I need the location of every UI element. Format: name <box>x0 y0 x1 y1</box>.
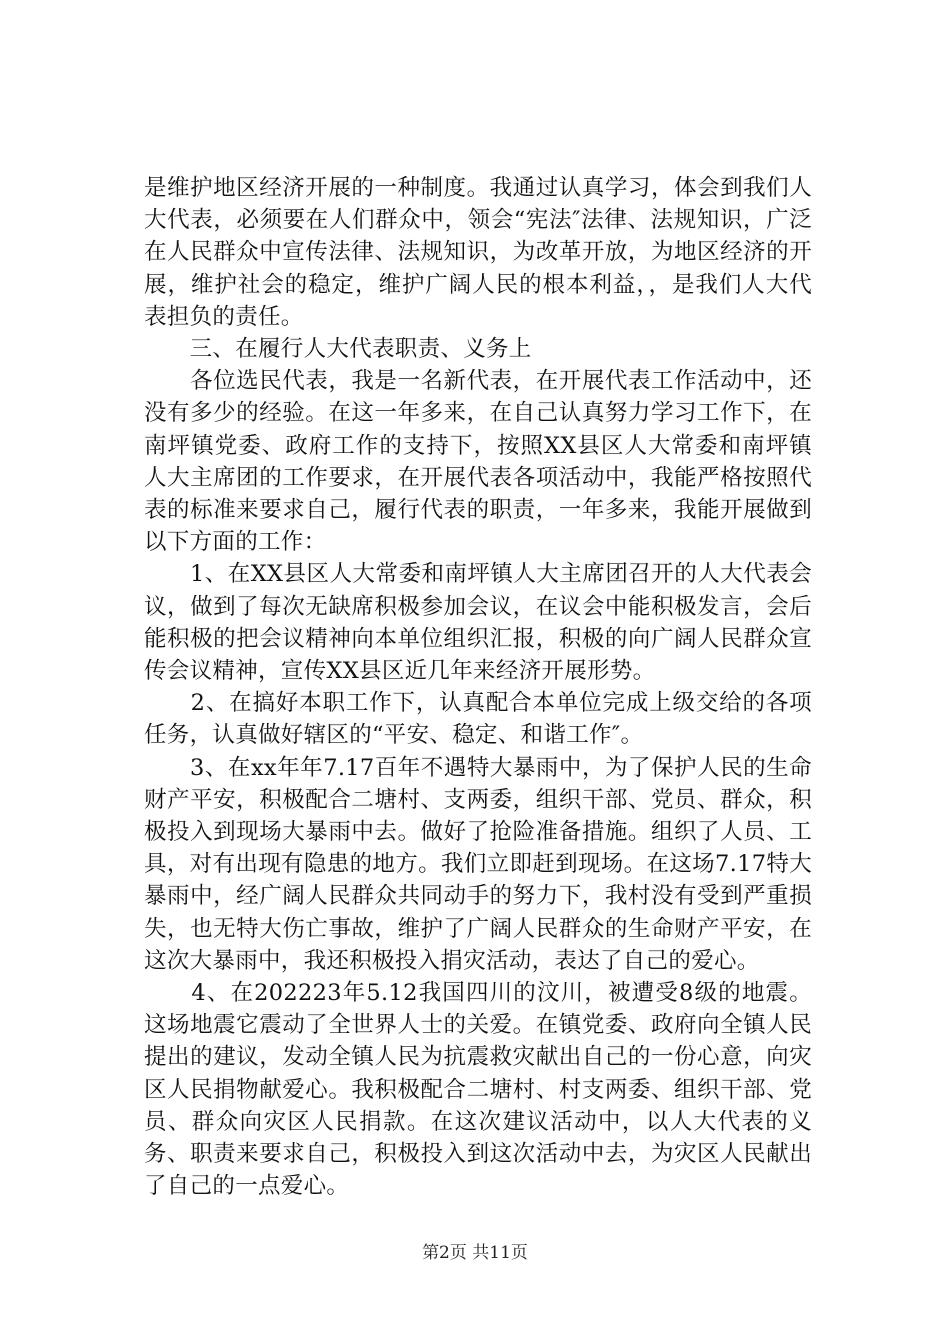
paragraph-continuation: 是维护地区经济开展的一种制度。我通过认真学习，体会到我们人大代表，必须要在人们群众中，领会“宪法″法律、法规知识，广泛在人民群众中宣传法律、法规知识，为改革开放，为地区经济的开展，维护社会的稳定，维护广阔人民的根本利益，，是我们人大代表担负的责任。 <box>144 175 812 330</box>
paragraph-item-3: 3、在xx年年7.17百年不遇特大暴雨中，为了保护人民的生命财产平安，积极配合二塘村、支两委，组织干部、党员、群众，积极投入到现场大暴雨中去。做好了抢险准备措施。组织了人员、工具，对有出现有隐患的地方。我们立即赶到现场。在这场7.17特大暴雨中，经广阔人民群众共同动手的努力下，我村没有受到严重损失，也无特大伤亡事故，维护了广阔人民群众的生命财产平安，在这次大暴雨中，我还积极投入捐灾活动，表达了自己的爱心。 <box>144 754 812 974</box>
paragraph-item-2: 2、在搞好本职工作下，认真配合本单位完成上级交给的各项任务，认真做好辖区的“平安、稳定、和谐工作″。 <box>144 690 812 749</box>
paragraph-item-1: 1、在XX县区人大常委和南坪镇人大主席团召开的人大代表会议，做到了每次无缺席积极参加会议，在议会中能积极发言，会后能积极的把会议精神向本单位组织汇报，积极的向广阔人民群众宣传会议精神，宣传XX县区近几年来经济开展形势。 <box>144 561 812 685</box>
paragraph-item-4: 4、在202223年5.12我国四川的汶川，被遭受8级的地震。这场地震它震动了全世界人士的关爱。在镇党委、政府向全镇人民提出的建议，发动全镇人民为抗震救灾献出自己的一份心意，向灾区人民捐物献爱心。我积极配合二塘村、村支两委、组织干部、党员、群众向灾区人民捐款。在这次建议活动中，以人大代表的义务、职责来要求自己，积极投入到这次活动中去，为灾区人民献出了自己的一点爱心。 <box>144 980 812 1200</box>
page-number-footer: 第2页 共11页 <box>422 1243 528 1263</box>
document-body <box>144 172 812 1203</box>
paragraph-intro: 各位选民代表，我是一名新代表，在开展代表工作活动中，还没有多少的经验。在这一年多来，在自己认真努力学习工作下，在南坪镇党委、政府工作的支持下，按照XX县区人大常委和南坪镇人大主席团的工作要求，在开展代表各项活动中，我能严格按照代表的标准来要求自己，履行代表的职责，一年多来，我能开展做到以下方面的工作： <box>144 368 812 556</box>
section-heading-three: 三、在履行人大代表职责、义务上 <box>144 336 532 363</box>
